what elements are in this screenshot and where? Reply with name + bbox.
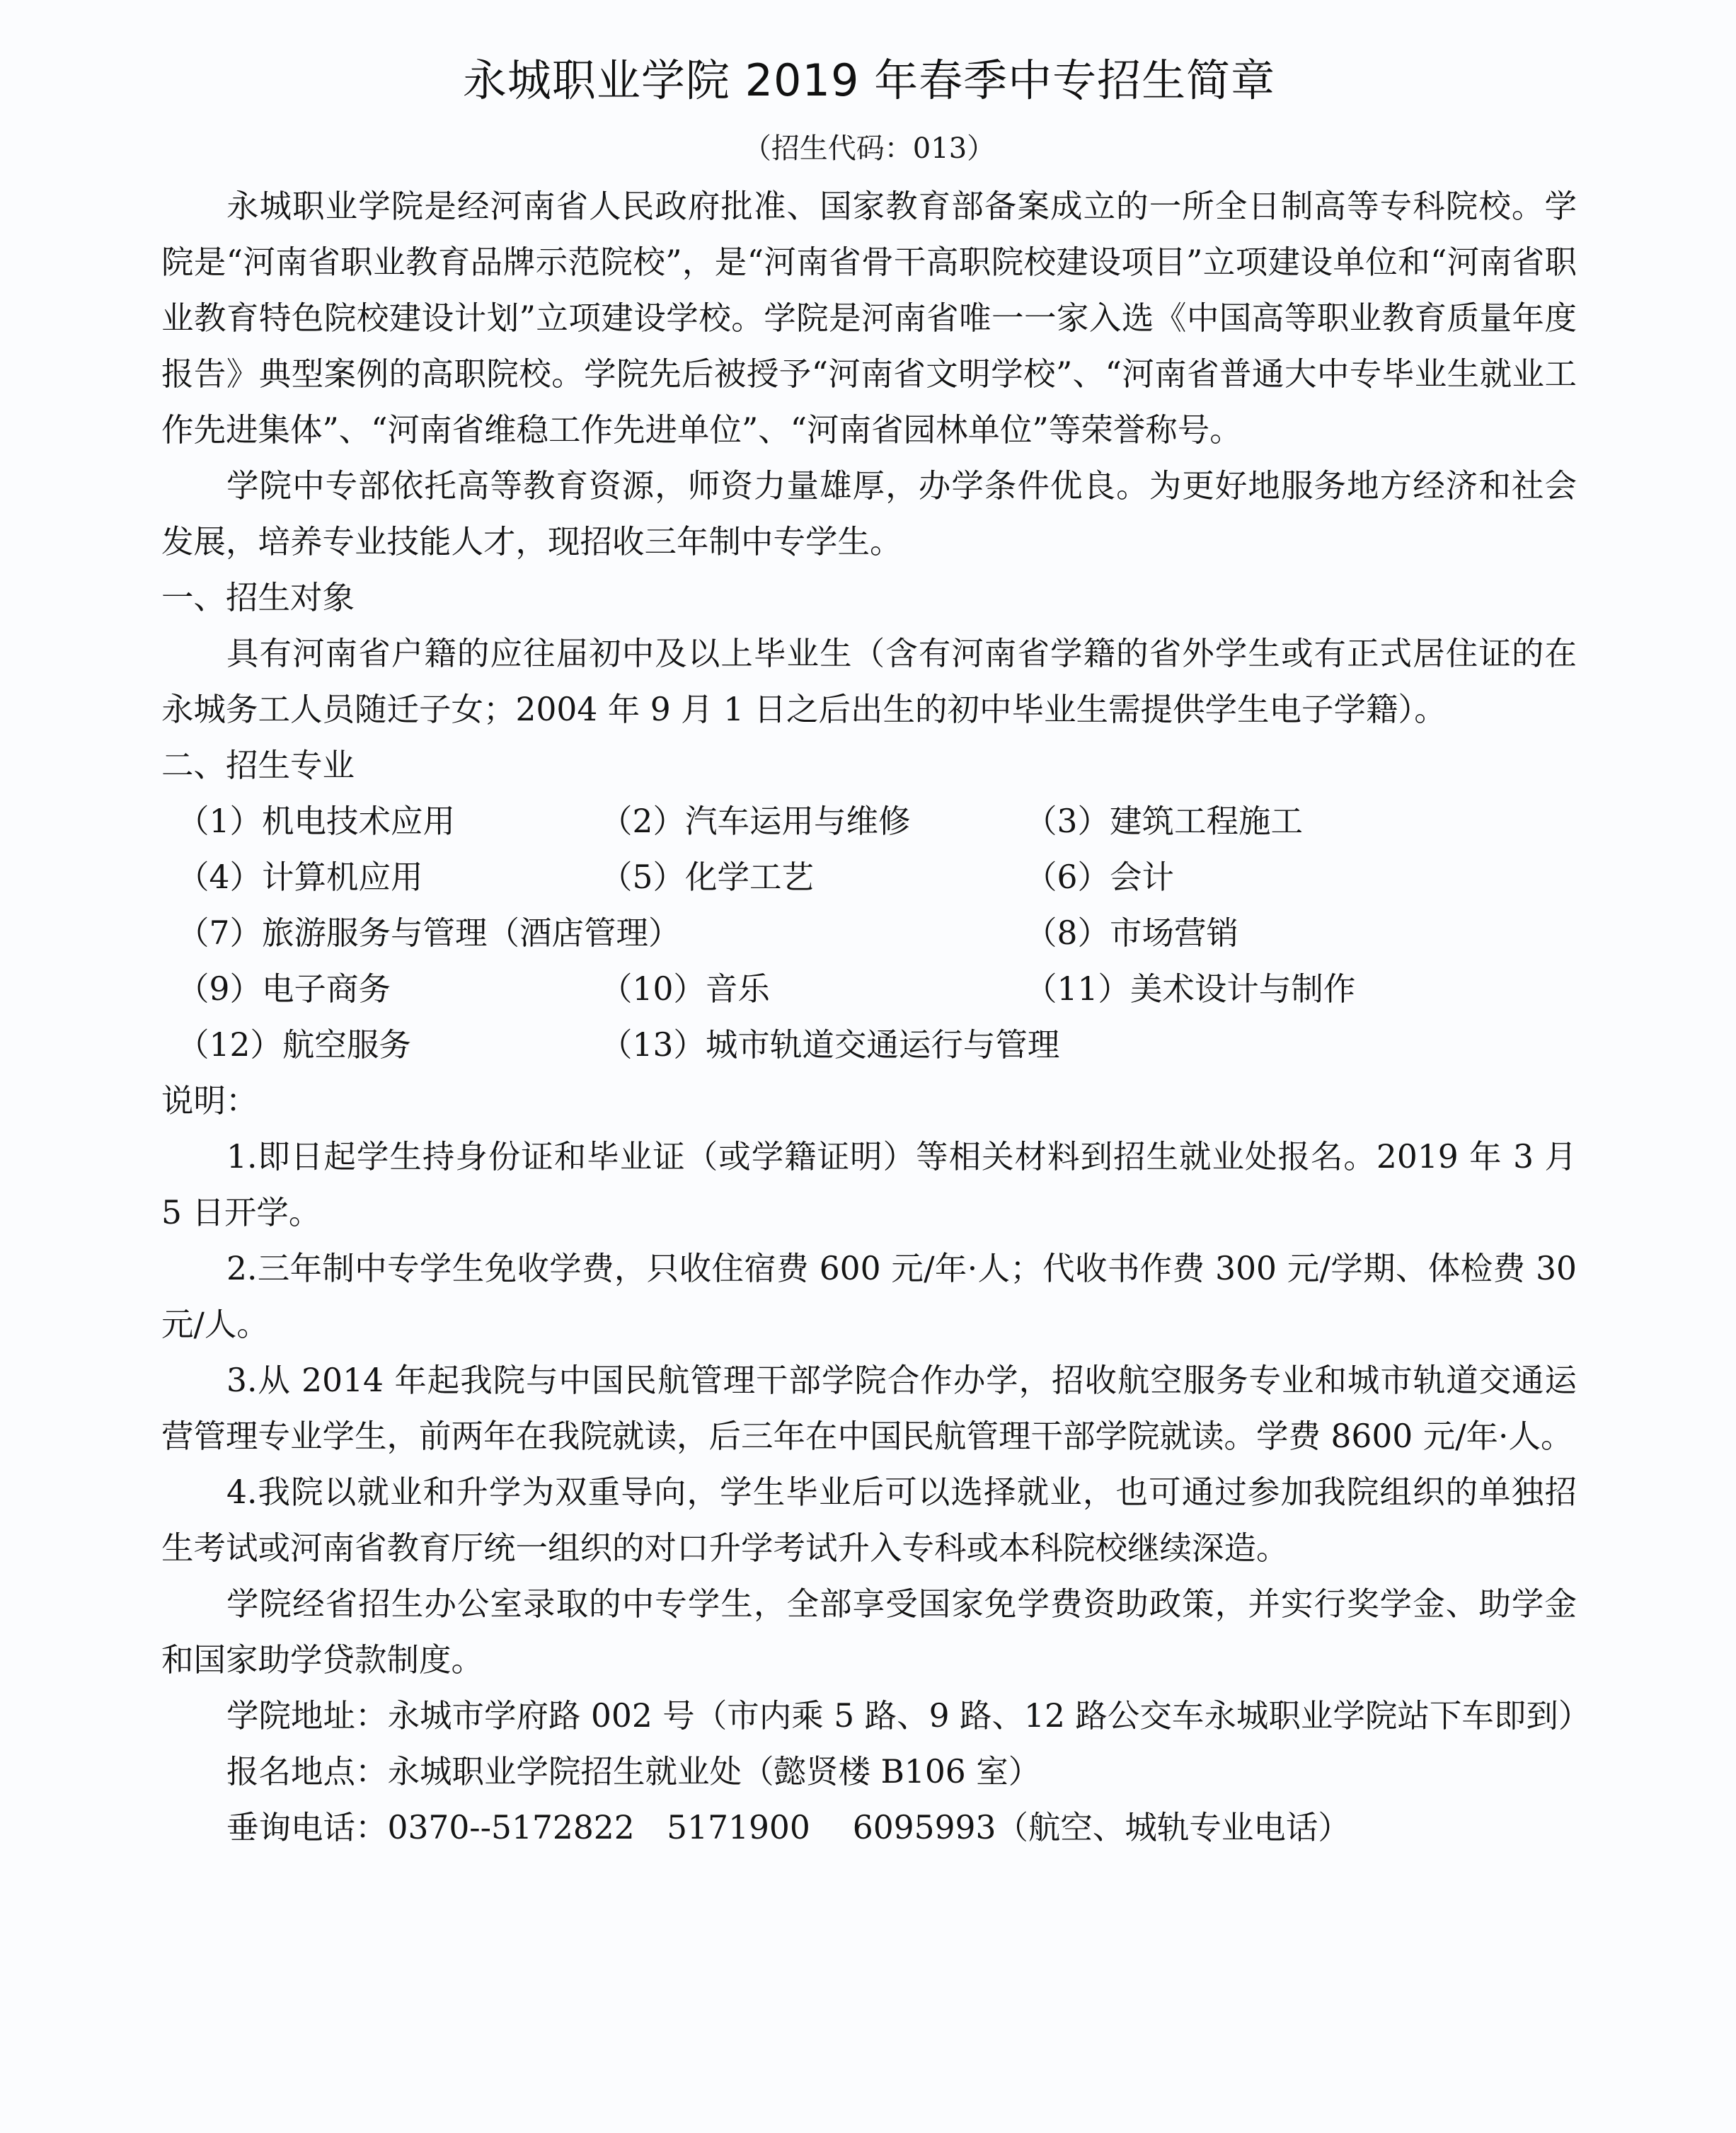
intro-paragraph-department: 学院中专部依托高等教育资源，师资力量雄厚，办学条件优良。为更好地服务地方经济和社会发展，培养专业技能人才，现招收三年制中专学生。: [161, 467, 1577, 560]
major-item: （12）航空服务: [177, 1026, 411, 1064]
major-item: （6）会计: [1025, 858, 1174, 896]
college-address: 学院地址：永城市学府路 002 号（市内乘 5 路、9 路、12 路公交车永城职业学院站下车即到）: [226, 1697, 1591, 1735]
target-students-text: 具有河南省户籍的应往届初中及以上毕业生（含有河南省学籍的省外学生或有正式居住证的在永城务工人员随迁子女；2004 年 9 月 1 日之后出生的初中毕业生需提供学生电子学籍）。: [161, 635, 1577, 728]
major-item: （4）计算机应用: [177, 858, 423, 896]
major-item: （5）化学工艺: [600, 858, 814, 896]
majors-list: [161, 793, 1577, 1073]
major-item: （8）市场营销: [1025, 914, 1238, 952]
major-item: （2）汽车运用与维修: [600, 803, 911, 840]
section-heading-target-students: 一、招生对象: [161, 579, 355, 616]
major-item: （10）音乐: [600, 970, 770, 1008]
document-title: 永城职业学院 2019 年春季中专招生简章: [462, 54, 1276, 106]
contact-phone: 垂询电话：0370--5172822 5171900 6095993（航空、城轨专业电话）: [226, 1809, 1350, 1846]
major-item: （11）美术设计与制作: [1025, 970, 1356, 1008]
major-item: （1）机电技术应用: [177, 803, 455, 840]
major-item: （9）电子商务: [177, 970, 391, 1008]
note-item-career-path: 4.我院以就业和升学为双重导向，学生毕业后可以选择就业，也可通过参加我院组织的单独招生考试或河南省教育厅统一组织的对口升学考试升入专科或本科院校继续深造。: [161, 1473, 1577, 1567]
major-item: （3）建筑工程施工: [1025, 803, 1303, 840]
document-body: [161, 178, 1591, 1856]
note-item-fees: 2.三年制中专学生免收学费，只收住宿费 600 元/年·人；代收书作费 300 元/学期、体检费 30 元/人。: [161, 1250, 1577, 1343]
financial-aid-policy: 学院经省招生办公室录取的中专学生，全部享受国家免学费资助政策，并实行奖学金、助学金和国家助学贷款制度。: [161, 1585, 1577, 1679]
notes-heading: 说明：: [161, 1082, 258, 1120]
major-item: （7）旅游服务与管理（酒店管理）: [177, 914, 681, 952]
enrollment-code: （招生代码：013）: [742, 132, 996, 165]
intro-paragraph-college: 永城职业学院是经河南省人民政府批准、国家教育部备案成立的一所全日制高等专科院校。学院是“河南省职业教育品牌示范院校”，是“河南省骨干高职院校建设项目”立项建设单位和“河南省职业教育特色院校建设计划”立项建设学校。学院是河南省唯一一家入选《中国高等职业教育质量年度报告》典型案例的高职院校。学院先后被授予“河南省文明学校”、“河南省普通大中专毕业生就业工作先进集体”、“河南省维稳工作先进单位”、“河南省园林单位”等荣誉称号。: [161, 188, 1577, 449]
note-item-registration: 1.即日起学生持身份证和毕业证（或学籍证明）等相关材料到招生就业处报名。2019 年 3 月 5 日开学。: [161, 1138, 1577, 1231]
registration-location: 报名地点：永城职业学院招生就业处（懿贤楼 B106 室）: [226, 1753, 1041, 1790]
section-heading-majors: 二、招生专业: [161, 747, 355, 784]
note-item-cooperation: 3.从 2014 年起我院与中国民航管理干部学院合作办学，招收航空服务专业和城市轨道交通运营管理专业学生，前两年在我院就读，后三年在中国民航管理干部学院就读。学费 8600 元/年·人。: [161, 1362, 1577, 1455]
major-item: （13）城市轨道交通运行与管理: [600, 1026, 1060, 1064]
